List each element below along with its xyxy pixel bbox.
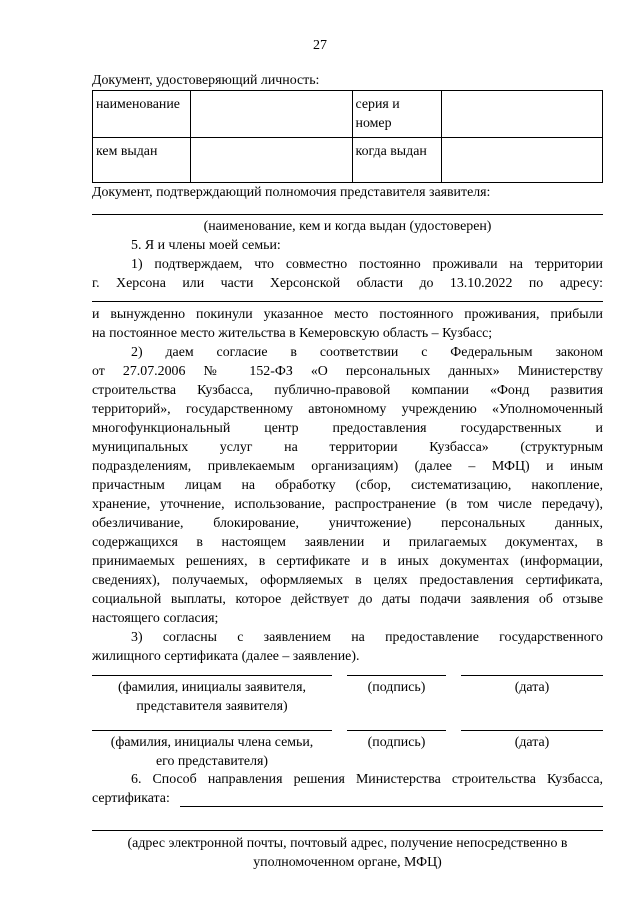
identity-doc-table — [92, 90, 603, 183]
section5-p1-after-line: и вынужденно покинули указанное место постоянного проживания, прибыли — [92, 307, 603, 322]
issued-by-value-cell[interactable] — [190, 138, 352, 183]
rep-doc-fill-line[interactable] — [92, 214, 603, 215]
member-name-caption-line1: (фамилия, инициалы члена семьи, — [110, 735, 314, 750]
issued-when-label: когда выдан — [355, 144, 427, 159]
section5-p2-line: подразделениям, привлекаемым организациям) (далее – МФЦ) и иным — [92, 459, 603, 474]
rep-doc-caption: (наименование, кем и когда выдан (удостоверен) — [203, 219, 492, 234]
issued-by-label-cell — [93, 138, 191, 183]
member-name-fill-line[interactable] — [92, 730, 332, 731]
section5-p2-line: настоящего согласия; — [92, 611, 219, 626]
applicant-signature-caption: (подпись) — [367, 680, 426, 695]
section5-p3-line: 3) согласны с заявлением на предоставление государственного — [131, 630, 603, 645]
applicant-date-fill-line[interactable] — [461, 675, 603, 676]
member-name-caption — [92, 733, 332, 771]
section6-line1: 6. Способ направления решения Министерства строительства Кузбасса, — [131, 772, 603, 787]
name-value-cell[interactable] — [190, 91, 352, 138]
section5-p1-line: 1) подтверждаем, что совместно постоянно проживали на территории — [131, 257, 603, 272]
issued-when-label-cell — [352, 138, 442, 183]
series-label-line2: номер — [355, 116, 392, 131]
series-value-cell[interactable] — [442, 91, 603, 138]
member-date-fill-line[interactable] — [461, 730, 603, 731]
section5-p2-line: муниципальных услуг на территории Кузбасса» (структурным — [92, 440, 603, 455]
applicant-name-caption-line2: представителя заявителя) — [136, 699, 288, 714]
address-fill-line[interactable] — [92, 301, 603, 302]
section5-p2-line: обезличивание, блокирование, уничтожение) персональных данных, — [92, 516, 603, 531]
applicant-date-caption: (дата) — [514, 680, 550, 695]
section5-p2-line: территорий», государственному автономному учреждению «Уполномоченный — [92, 402, 603, 417]
page-number: 27 — [313, 38, 327, 53]
section5-p3-line: жилищного сертификата (далее – заявление). — [92, 649, 360, 664]
series-label-line1: серия и — [355, 97, 400, 112]
issued-by-label: кем выдан — [96, 144, 158, 159]
applicant-signature-fill-line[interactable] — [347, 675, 446, 676]
issued-when-value-cell[interactable] — [442, 138, 603, 183]
section5-p2-line: многофункциональный центр предоставления государственных и — [92, 421, 603, 436]
name-label-cell — [93, 91, 191, 138]
section5-p2-line: содержащихся в настоящем заявлении и прилагаемых документах, в — [92, 535, 603, 550]
member-signature-fill-line[interactable] — [347, 730, 446, 731]
applicant-name-fill-line[interactable] — [92, 675, 332, 676]
member-date-caption: (дата) — [514, 735, 550, 750]
section5-p2-line: социальной выплаты, которое действует до даты подачи заявления об отзыве — [92, 592, 603, 607]
section5-p1-line: г. Херсона или части Херсонской области до 13.10.2022 по адресу: — [92, 276, 603, 291]
section6-line2-label: сертификата: — [92, 791, 170, 806]
section5-p2-line: причастным лицам на обработку (сбор, систематизацию, накопление, — [92, 478, 603, 493]
certificate-method-fill-line[interactable] — [180, 806, 603, 807]
member-name-caption-line2: его представителя) — [155, 754, 269, 769]
section5-p1-after-line: на постоянное место жительства в Кемеровскую область – Кузбасс; — [92, 326, 493, 341]
identity-doc-title: Документ, удостоверяющий личность: — [92, 73, 320, 88]
rep-doc-title: Документ, подтверждающий полномочия представителя заявителя: — [92, 185, 491, 200]
applicant-name-caption — [92, 678, 332, 716]
member-signature-caption: (подпись) — [367, 735, 426, 750]
series-label-cell — [352, 91, 442, 138]
section5-heading: 5. Я и члены моей семьи: — [131, 238, 281, 253]
applicant-name-caption-line1: (фамилия, инициалы заявителя, — [118, 680, 306, 695]
section6-caption-line2: уполномоченном органе, МФЦ) — [253, 855, 442, 870]
name-label: наименование — [96, 97, 180, 112]
section5-p2-line: сведениях), получаемых, оформляемых в целях предоставления сертификата, — [92, 573, 603, 588]
section5-p2-line: от 27.07.2006 № 152-ФЗ «О персональных данных» Министерству — [92, 364, 603, 379]
delivery-address-fill-line[interactable] — [92, 830, 603, 831]
section5-p2-line: 2) даем согласие в соответствии с Федеральным законом — [131, 345, 603, 360]
section5-p2-line: строительства Кузбасса, публично-правовой компании «Фонд развития — [92, 383, 603, 398]
section5-p2-line: принимаемых решениях, в сертификате и в иных документах (информации, — [92, 554, 603, 569]
section6-caption-line1: (адрес электронной почты, почтовый адрес, получение непосредственно в — [127, 836, 568, 851]
section5-p2-line: хранение, уточнение, использование, распространение (в том числе передачу), — [92, 497, 603, 512]
